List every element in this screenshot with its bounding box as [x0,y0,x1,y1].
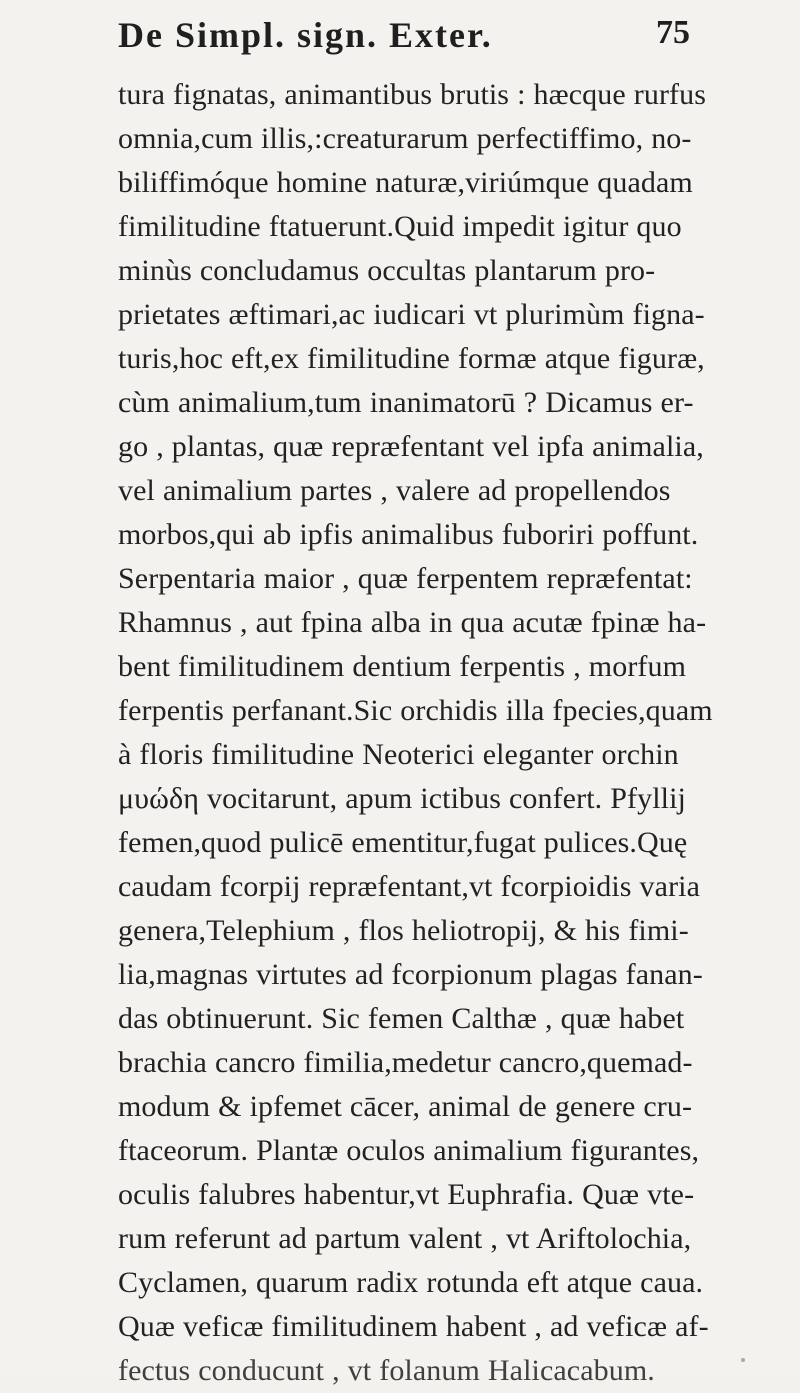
text-line: modum & ipfemet cācer, animal de genere cru- [118,1090,693,1123]
text-line: caudam fcorpij repræfentant,vt fcorpioidis varia [118,870,701,903]
text-line: das obtinuerunt. Sic femen Calthæ , quæ habet [118,1002,685,1035]
text-line: ftaceorum. Plantæ oculos animalium figurantes, [118,1134,700,1167]
text-line: vel animalium partes , valere ad propellendos [118,474,671,507]
text-line: morbos,qui ab ipfis animalibus fuboriri poffunt. [118,518,699,551]
text-line: fimilitudine ftatuerunt.Quid impedit igitur quo [118,210,682,243]
text-line: Cyclamen, quarum radix rotunda eft atque caua. [118,1266,704,1299]
text-line: turis,hoc eft,ex fimilitudine formæ atque figuræ, [118,342,705,375]
text-line: μυώδη vocitarunt, apum ictibus confert. Pfyllij [118,782,686,815]
page-header [118,14,690,64]
text-line: à floris fimilitudine Neoterici eleganter orchin [118,738,679,771]
text-line: Rhamnus , aut fpina alba in qua acutæ fpinæ ha- [118,606,707,639]
text-line: rum referunt ad partum valent , vt Ariftolochia, [118,1222,692,1255]
text-line: Serpentaria maior , quæ ferpentem repræfentat: [118,562,693,595]
page-speck [741,1358,745,1362]
page-number: 75 [656,14,690,51]
text-line: omnia,cum illis,:creaturarum perfectiffimo, no- [118,122,692,155]
text-line: fectus conducunt , vt folanum Halicacabum. [118,1354,655,1387]
text-line: lia,magnas virtutes ad fcorpionum plagas fanan- [118,958,703,991]
running-head: De Simpl. sign. Exter. [118,15,493,55]
text-line: brachia cancro fimilia,medetur cancro,quemad- [118,1046,693,1079]
text-line: genera,Telephium , flos heliotropij, & his fimi- [118,914,689,947]
text-line: femen,quod pulicē ementitur,fugat pulices.Quę [118,826,688,859]
text-line: bent fimilitudinem dentium ferpentis , morfum [118,650,687,683]
text-line: oculis falubres habentur,vt Euphrafia. Quæ vte- [118,1178,695,1211]
text-line: Quæ veficæ fimilitudinem habent , ad veficæ af- [118,1310,709,1343]
text-line: tura fignatas, animantibus brutis : hæcque rurfus [118,78,707,111]
text-line: go , plantas, quæ repræfentant vel ipfa animalia, [118,430,704,463]
text-line: ferpentis perfanant.Sic orchidis illa fpecies,quam [118,694,713,727]
text-line: biliffimóque homine naturæ,viriúmque quadam [118,166,693,199]
body-text [118,73,713,1393]
text-line: cùm animalium,tum inanimatorū ? Dicamus er- [118,386,694,419]
text-line: minùs concludamus occultas plantarum pro- [118,254,656,287]
text-line: prietates æftimari,ac iudicari vt plurimùm figna- [118,298,705,331]
